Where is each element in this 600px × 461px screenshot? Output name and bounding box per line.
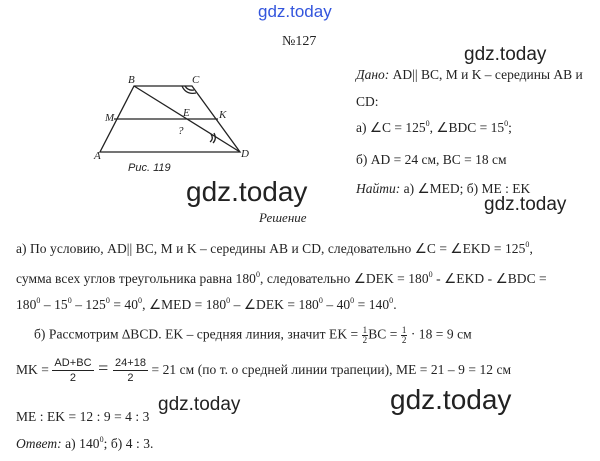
solution-line-1: а) По условию, AD|| BC, M и K – середины AB и CD, следовательно ∠C = ∠EKD = $125^0$,	[16, 240, 533, 256]
angle-bdc-mark-2	[213, 133, 215, 143]
find-text: а) ∠MED; б) ME : EK	[403, 181, 531, 196]
find-line	[356, 181, 530, 197]
watermark-bottom-left[interactable]: gdz.today	[158, 394, 241, 415]
point-label-d: D	[241, 148, 249, 160]
point-label-k: K	[219, 109, 227, 121]
find-label: Найти:	[356, 181, 401, 196]
watermark-right-top[interactable]: gdz.today	[464, 44, 547, 65]
trapezoid-figure	[88, 72, 264, 180]
solution-line-3: $180^0 - 15^0 - 125^0 = 40^0$, ∠MED = $180^0$ – ∠DEK = $180^0 - 40^0 = 140^0$.	[16, 296, 397, 312]
point-label-m: M	[105, 112, 115, 124]
solution-line-2: сумма всех углов треугольника равна $180^0$, следовательно ∠DEK = $180^0$ - ∠EKD - ∠BDC =	[16, 270, 547, 286]
fraction-half-2: $\frac{1}{2}$	[401, 325, 407, 345]
problem-number: №127	[282, 34, 317, 49]
figure-caption: Рис. 119	[128, 162, 171, 174]
fraction-half-1: $\frac{1}{2}$	[362, 325, 368, 345]
answer-label: Ответ:	[16, 436, 62, 451]
given-label: Дано:	[356, 67, 390, 82]
solution-title: Решение	[259, 210, 307, 225]
given-line-2: CD:	[356, 94, 379, 109]
watermark-right-mid[interactable]: gdz.today	[484, 194, 567, 215]
point-label-e: E	[183, 107, 190, 119]
point-label-a: A	[94, 150, 101, 162]
given-text-1: AD|| BC, M и K – середины AB и	[392, 67, 583, 82]
solution-line-5: MK = $\frac{AD+BC}{2}$ = $\frac{24+18}{2}$ = 21 см (по т. о средней линии трапеции), ME = 21 – 9 = 12 см	[16, 357, 512, 384]
given-line-1	[356, 67, 583, 83]
point-label-b: B	[128, 74, 135, 86]
watermark-top[interactable]: gdz.today	[258, 2, 332, 21]
question-mark: ?	[178, 125, 184, 137]
angle-bdc-mark	[210, 134, 212, 142]
solution-line-4: б) Рассмотрим ∆BCD. EK – средняя линия, значит EK = $\frac{1}{2}$ BC = $\frac{1}{2}$ · 18 = 9 см	[34, 325, 472, 345]
watermark-center[interactable]: gdz.today	[186, 176, 308, 207]
fraction-24-18: $\frac{24+18}{2}$	[114, 357, 147, 384]
fraction-ad-bc: $\frac{AD+BC}{2}$	[54, 357, 92, 384]
given-condition-b: б) AD = 24 см, BC = 18 см	[356, 152, 507, 167]
point-label-c: C	[192, 74, 200, 86]
solution-line-6: ME : EK = 12 : 9 = 4 : 3	[16, 409, 150, 424]
watermark-bottom-right[interactable]: gdz.today	[390, 384, 512, 415]
answer-line: Ответ: а) $140^0$; б) 4 : 3.	[16, 435, 154, 451]
given-condition-a: а) ∠C = $125^0$, ∠BDC = $15^0$;	[356, 119, 512, 135]
